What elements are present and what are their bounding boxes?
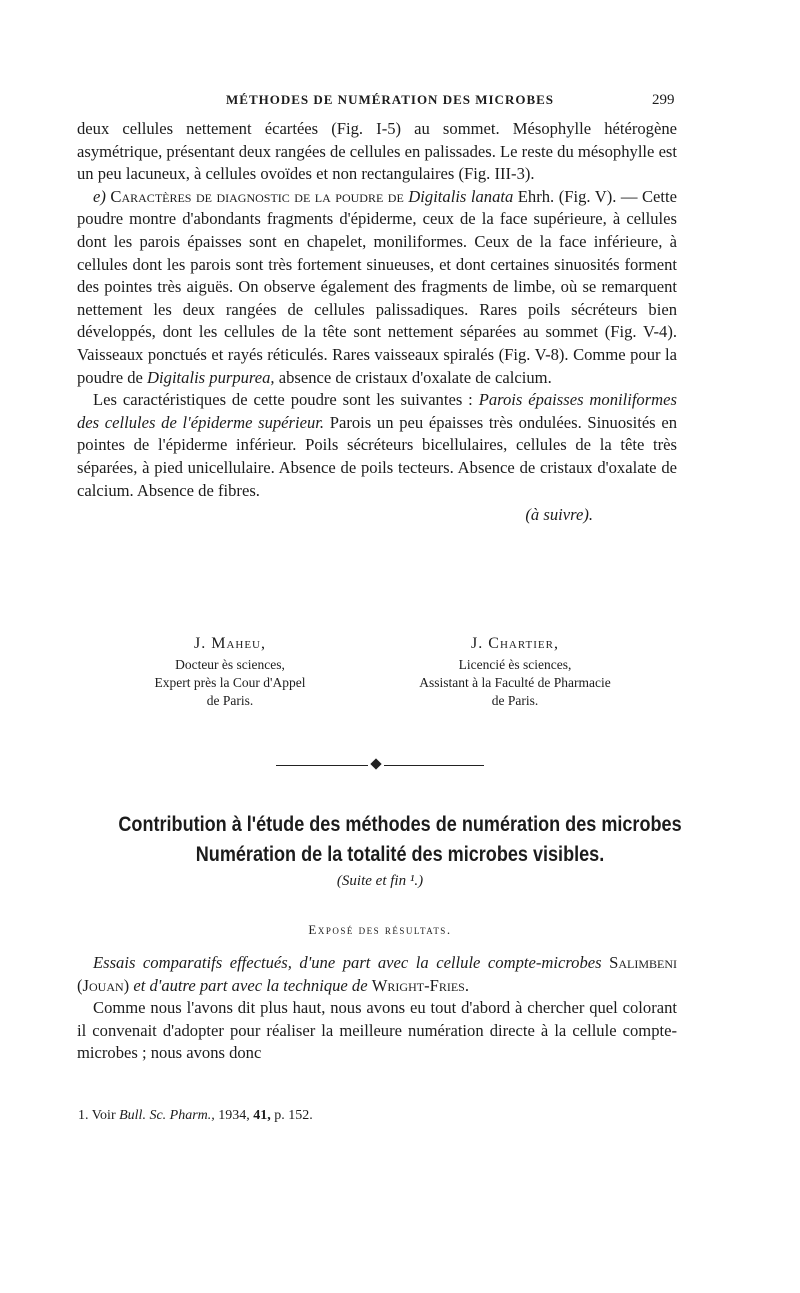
species-name: Digitalis lanata (408, 186, 514, 206)
author-title-left: Docteur ès sciences, (175, 657, 285, 672)
author-city-left: de Paris. (206, 693, 254, 708)
continuation-note: (Suite et fin ¹.) (336, 873, 424, 889)
author-affiliation-right: Assistant à la Faculté de Pharmacie (419, 675, 611, 690)
article-paragraph-1-text-a: Essais comparatifs effectués, d'une part avec la cellule compte-microbes (93, 953, 602, 972)
footnote-number: 1. (78, 1108, 89, 1123)
article-body (77, 952, 677, 1065)
footnote-pages: p. 152. (274, 1108, 313, 1123)
author-name-left: J. Maheu, (193, 635, 266, 652)
article-title-line-2: Numération de la totalité des microbes visibles. (195, 843, 605, 866)
article-names-2: Wright-Fries. (371, 975, 469, 995)
paragraph-2-heading: Caractères de diagnostic de la poudre de (110, 186, 404, 206)
article-names: Salimbeni (Jouan) (77, 953, 677, 995)
page-header (0, 92, 800, 112)
author-affiliation-left: Expert près la Cour d'Appel (154, 675, 306, 690)
paragraph-3-text-a: Les caractéristiques de cette poudre sont les suivantes : (93, 390, 473, 410)
footnote-volume: 41, (253, 1108, 271, 1123)
paragraph-3-italic: Parois épaisses moniliformes des cellules de l'épiderme supérieur. (77, 390, 677, 432)
page-number: 299 (652, 92, 675, 108)
author-title-right: Licencié ès sciences, (458, 657, 572, 672)
paragraph-2-text-a: Ehrh. (Fig. V). — Cette poudre montre d'abondants fragments d'épiderme, ceux de la face supérieure, à cellules dont les parois épaisses sont en chapelet, moniliformes. Ceux de la face inférieure, à cellules dont les parois sont très fortement sinueuses, et dont certaines sinuosités forment des pointes très aiguës. On observe également des fragments de limbe, où se remarquent nettement les deux rangées de cellules palissadiques. Rares poils sécréteurs bien développés, dont les cellules de la tête sont nettement séparées au sommet (Fig. V-4). Vaisseaux ponctués et rayés réticulés. Rares vaisseaux spiralés (Fig. V-8). Comme pour la poudre de (77, 186, 677, 387)
main-body (77, 118, 677, 527)
article-paragraph-1-text-b: et d'autre part avec la technique de (133, 975, 368, 995)
section-divider (276, 760, 484, 770)
divider-line-right (384, 765, 484, 766)
species-name-2: Digitalis purpurea, (147, 367, 275, 387)
footnote-year: 1934, (218, 1108, 250, 1123)
paragraph-3 (77, 389, 677, 502)
footnote-journal: Bull. Sc. Pharm., (119, 1108, 215, 1123)
paragraph-2-marker: e) (93, 186, 106, 206)
divider-diamond (370, 758, 381, 769)
paragraph-2 (77, 186, 677, 389)
running-head: MÉTHODES DE NUMÉRATION DES MICROBES (226, 92, 555, 107)
article-paragraph-1 (77, 952, 677, 997)
paragraph-1: deux cellules nettement écartées (Fig. I-5) au sommet. Mésophylle hétérogène asymétrique, présentant deux rangées de cellules en palissades. Le reste du mésophylle est un peu lacuneux, à cellules ovoïdes et non rectangulaires (Fig. III-3). (77, 119, 677, 184)
footnote-text-a: Voir (91, 1108, 116, 1123)
section-heading: Exposé des résultats. (308, 922, 452, 937)
signatures (0, 632, 800, 722)
signature-right (370, 632, 660, 710)
divider-line-left (276, 765, 368, 766)
author-name-right: J. Chartier, (471, 635, 559, 652)
paragraph-2-text-b: absence de cristaux d'oxalate de calcium. (278, 367, 552, 387)
signature-left (120, 632, 340, 710)
paragraph-3-text-b: Parois un peu épaisses très ondulées. Sinuosités en pointes de l'épiderme inférieur. Poils sécréteurs bicellulaires, cellules de la tête très séparées, à pied unicellulaire. Absence de poils tecteurs. Absence de cristaux d'oxalate de calcium. Absence de fibres. (77, 412, 677, 500)
article-paragraph-2: Comme nous l'avons dit plus haut, nous avons eu tout d'abord à chercher quel colorant il convenait d'adopter pour réaliser la meilleure numération directe à la cellule compte-microbes ; nous avons donc (77, 998, 677, 1063)
to-be-continued: (à suivre). (525, 505, 593, 525)
footnote (78, 1108, 313, 1124)
article-title (108, 810, 693, 870)
author-city-right: de Paris. (491, 693, 539, 708)
article-title-line-1: Contribution à l'étude des méthodes de numération des microbes (118, 813, 682, 836)
